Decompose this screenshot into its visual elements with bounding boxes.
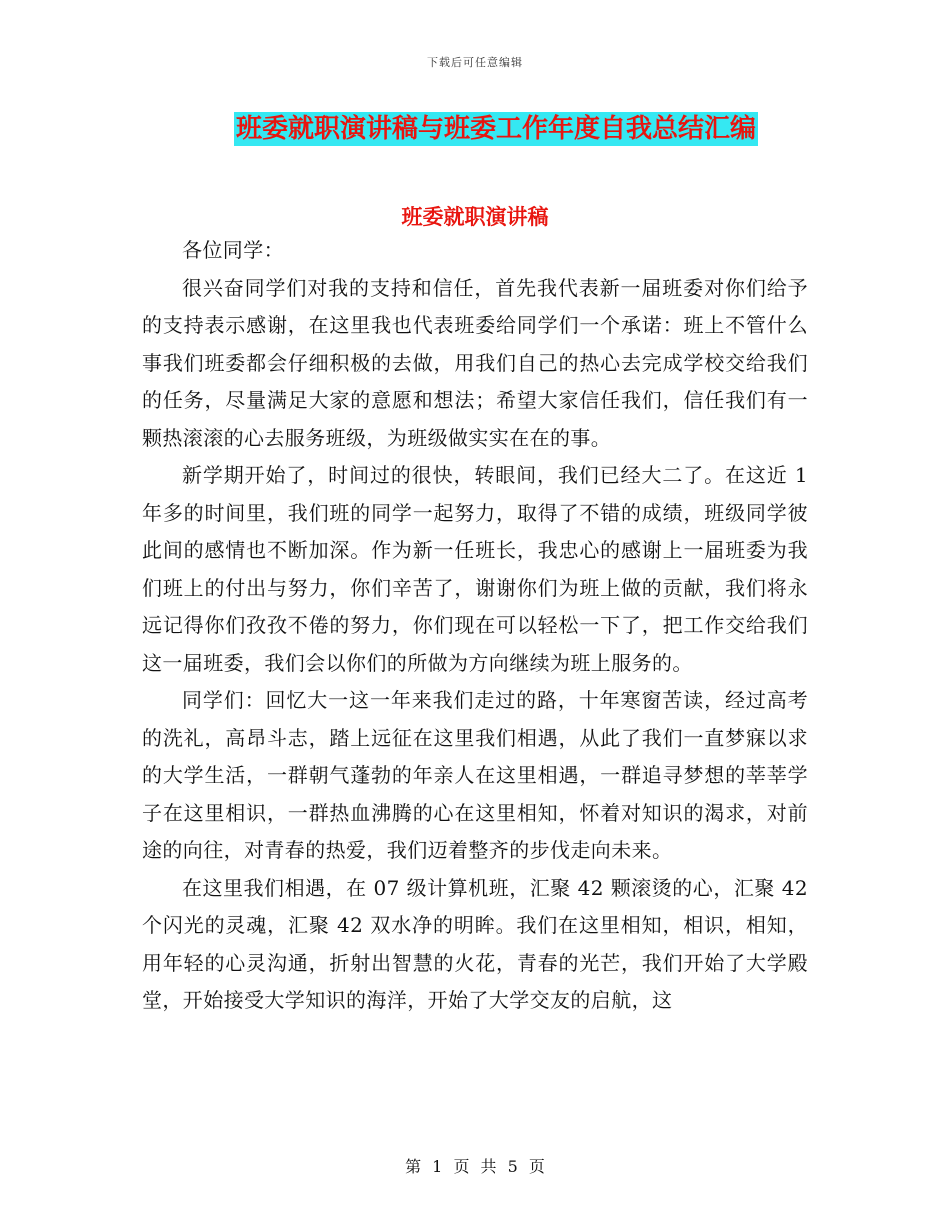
main-title-wrap: [0, 112, 950, 146]
paragraph: 同学们：回忆大一这一年来我们走过的路，十年寒窗苦读，经过高考的洗礼，高昂斗志，踏上远征在这里我们相遇，从此了我们一直梦寐以求的大学生活，一群朝气蓬勃的年亲人在这里相遇，一群追寻梦想的莘莘学子在这里相识，一群热血沸腾的心在这里相知，怀着对知识的渴求，对前途的向往，对青春的热爱，我们迈着整齐的步伐走向未来。: [142, 688, 808, 862]
paragraph: 很兴奋同学们对我的支持和信任，首先我代表新一届班委对你们给予的支持表示感谢，在这里我也代表班委给同学们一个承诺：班上不管什么事我们班委都会仔细积极的去做，用我们自己的热心去完成学校交给我们的任务，尽量满足大家的意愿和想法；希望大家信任我们，信任我们有一颗热滚滚的心去服务班级，为班级做实实在在的事。: [142, 275, 808, 450]
body-text: [142, 222, 808, 1020]
page-footer: 第 1 页 共 5 页: [405, 1157, 545, 1176]
paragraph-greeting: 各位同学：: [182, 238, 284, 262]
section-title: 班委就职演讲稿: [401, 204, 549, 229]
document-title: 班委就职演讲稿与班委工作年度自我总结汇编: [235, 114, 756, 144]
paragraph: 新学期开始了，时间过的很快，转眼间，我们已经大二了。在这近 1 年多的时间里，我们班的同学一起努力，取得了不错的成绩，班级同学彼此间的感情也不断加深。作为新一任班长，我忠心的感谢上一届班委为我们班上的付出与努力，你们辛苦了，谢谢你们为班上做的贡献，我们将永远记得你们孜孜不倦的努力，你们现在可以轻松一下了，把工作交给我们这一届班委，我们会以你们的所做为方向继续为班上服务的。: [142, 463, 808, 675]
header-note: 下载后可任意编辑: [427, 56, 523, 69]
paragraph: 在这里我们相遇，在 07 级计算机班，汇聚 42 颗滚烫的心，汇聚 42 个闪光的灵魂，汇聚 42 双水净的明眸。我们在这里相知，相识，相知，用年轻的心灵沟通，折射出智慧的火花，青春的光芒，我们开始了大学殿堂，开始接受大学知识的海洋，开始了大学交友的启航，这: [142, 875, 808, 1012]
